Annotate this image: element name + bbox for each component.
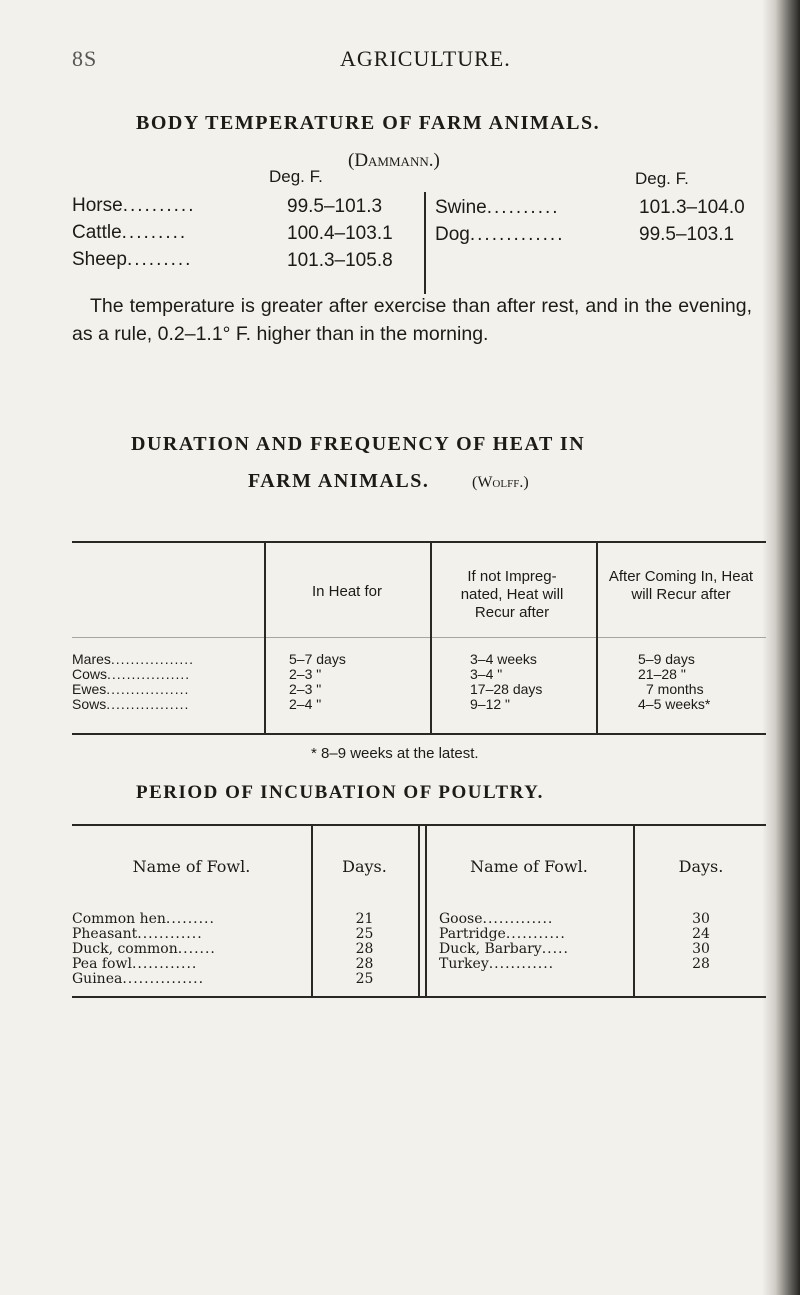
temperature-range: 99.5–101.3	[287, 196, 383, 217]
in-heat-for-value: 2–3 "	[289, 681, 322, 697]
fowl-name: Guinea...............	[72, 971, 205, 987]
heat-title-line2: FARM ANIMALS.	[248, 470, 430, 492]
table-column-divider	[430, 542, 432, 733]
temperature-range: 100.4–103.1	[287, 223, 393, 244]
temperature-paragraph: The temperature is greater after exercise than after rest, and in the evening, as a rule, 0.2–1.1° F. higher than in the morning.	[72, 295, 752, 345]
table-column-divider	[264, 542, 266, 733]
heat-title-line1: DURATION AND FREQUENCY OF HEAT IN	[131, 433, 586, 455]
fowl-name: Pea fowl............	[72, 956, 198, 972]
animal-name: Horse..........	[72, 195, 196, 216]
column-header: Days.	[342, 857, 387, 876]
incubation-days: 30	[692, 911, 710, 927]
not-impregnated-value: 9–12 "	[470, 696, 511, 712]
temperature-title: BODY TEMPERATURE OF FARM ANIMALS.	[136, 112, 601, 134]
row-label: Ewes.................	[72, 681, 190, 697]
column-header: Name of Fowl.	[470, 857, 588, 876]
page-edge-shadow	[762, 0, 800, 1295]
temperature-range: 101.3–105.8	[287, 250, 393, 271]
not-impregnated-value: 3–4 "	[470, 666, 503, 682]
incubation-days: 28	[355, 941, 374, 957]
fowl-name: Pheasant............	[72, 926, 203, 942]
in-heat-for-value: 2–4 "	[289, 696, 322, 712]
incubation-days: 30	[692, 941, 710, 957]
fowl-name: Duck, common.......	[72, 941, 216, 957]
animal-name: Cattle.........	[72, 222, 188, 243]
incubation-days: 24	[692, 926, 710, 942]
column-header: If not Impreg- nated, Heat will Recur after	[460, 568, 564, 621]
in-heat-for-value: 5–7 days	[289, 651, 346, 667]
page-number: 8S	[72, 46, 98, 71]
incubation-days: 25	[355, 971, 374, 987]
after-coming-in-value: 21–28 "	[638, 666, 686, 682]
animal-name: Swine..........	[435, 197, 560, 218]
incubation-days: 28	[692, 956, 710, 972]
in-heat-for-value: 2–3 "	[289, 666, 322, 682]
after-coming-in-value: 5–9 days	[638, 651, 695, 667]
fowl-name: Common hen.........	[72, 911, 215, 927]
table-column-divider	[425, 825, 427, 996]
column-header: Name of Fowl.	[132, 857, 251, 876]
row-label: Sows.................	[72, 696, 190, 712]
animal-name: Dog.............	[435, 224, 565, 245]
column-header: Days.	[678, 857, 724, 876]
heat-source: (Wolff.)	[472, 474, 529, 491]
table-column-divider	[418, 825, 420, 996]
temperature-range: 99.5–103.1	[639, 224, 735, 245]
column-header: In Heat for	[311, 583, 383, 600]
incubation-days: 21	[355, 911, 374, 927]
temperature-range: 101.3–104.0	[639, 197, 745, 218]
incubation-days: 28	[355, 956, 374, 972]
temperature-source: (Dammann.)	[348, 150, 440, 171]
fowl-name: Goose.............	[439, 911, 554, 927]
row-label: Cows.................	[72, 666, 191, 682]
after-coming-in-value: 4–5 weeks*	[638, 696, 711, 712]
animal-name: Sheep.........	[72, 249, 193, 270]
after-coming-in-value: 7 months	[646, 681, 704, 697]
row-label: Mares.................	[72, 651, 195, 667]
fowl-name: Turkey............	[439, 956, 555, 972]
incubation-days: 25	[355, 926, 374, 942]
heat-footnote: * 8–9 weeks at the latest.	[311, 745, 479, 762]
incubation-title: PERIOD OF INCUBATION OF POULTRY.	[136, 782, 544, 803]
table-rule-bottom	[72, 733, 766, 735]
not-impregnated-value: 3–4 weeks	[470, 651, 537, 667]
unit-label-left: Deg. F.	[269, 167, 323, 186]
table-rule-head	[72, 637, 766, 638]
table-rule-bottom	[72, 996, 766, 998]
column-header: After Coming In, Heat will Recur after	[608, 568, 754, 603]
fowl-name: Duck, Barbary.....	[439, 941, 569, 957]
table-rule-top	[72, 541, 766, 543]
fowl-name: Partridge...........	[439, 926, 566, 942]
unit-label-right: Deg. F.	[635, 169, 689, 188]
not-impregnated-value: 17–28 days	[470, 681, 543, 697]
temperature-divider	[424, 192, 426, 294]
running-title: AGRICULTURE.	[340, 46, 511, 71]
